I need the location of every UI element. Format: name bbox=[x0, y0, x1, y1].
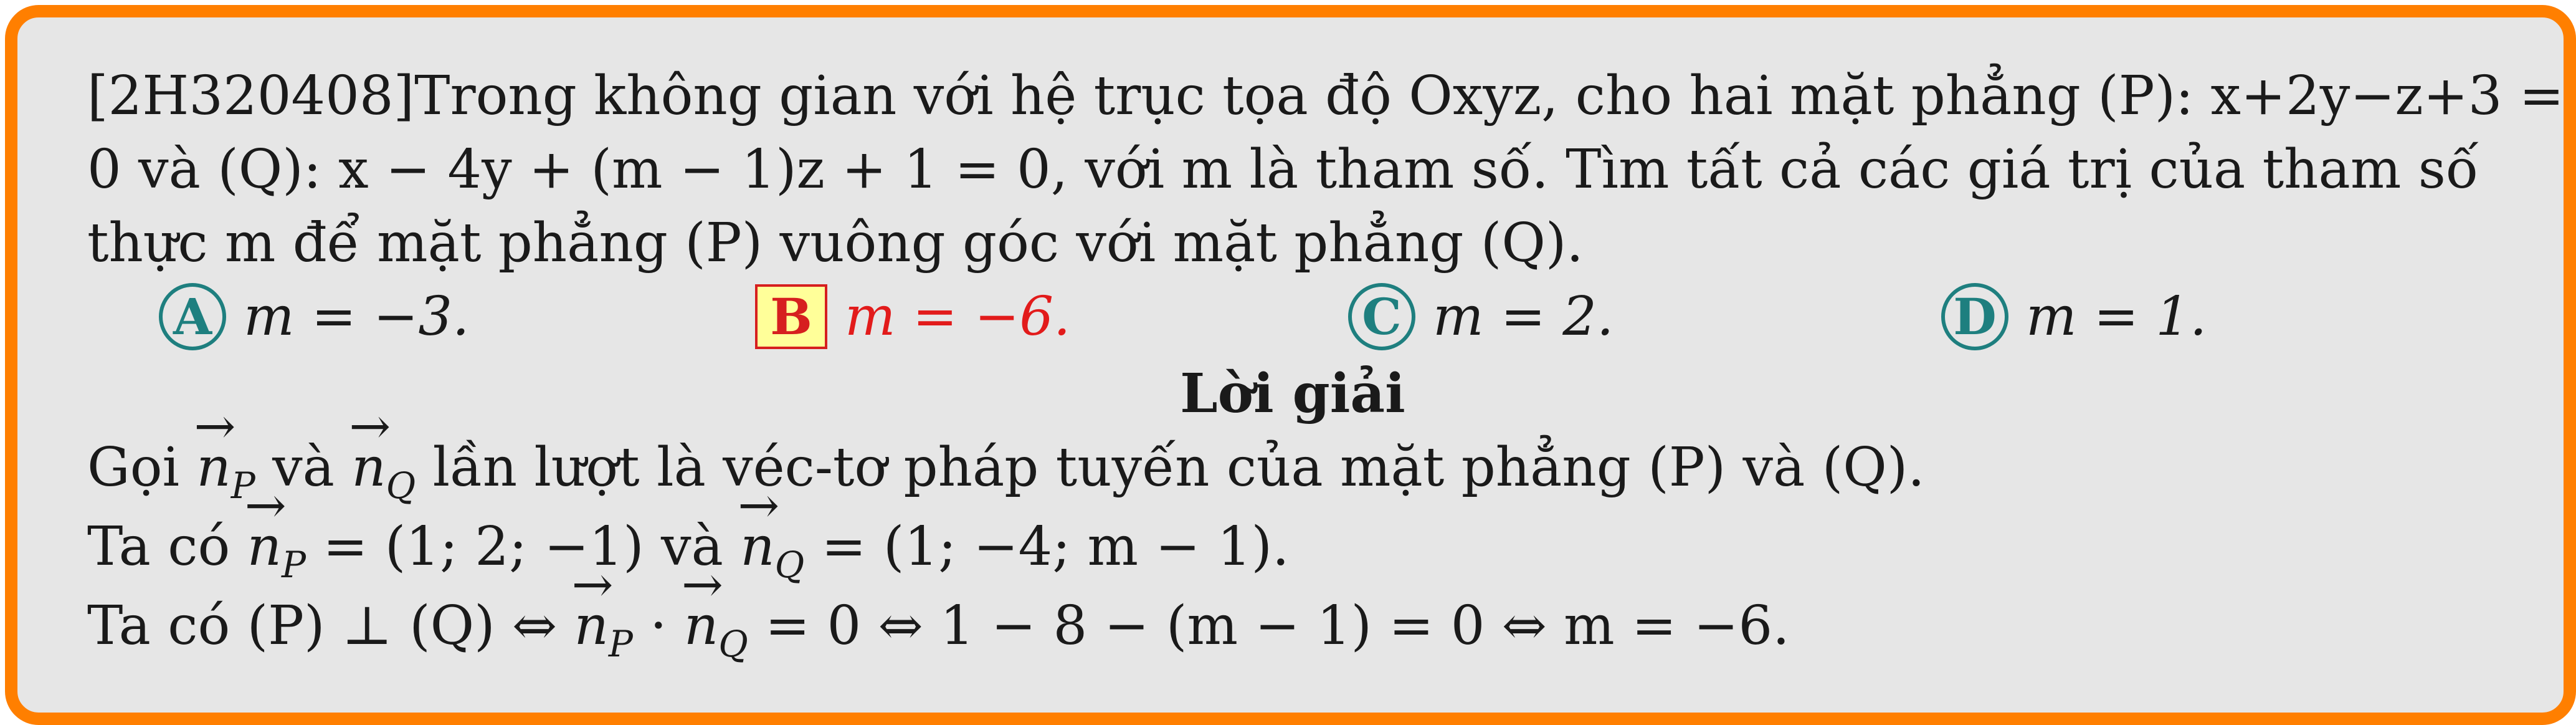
choice-d-badge: D bbox=[1941, 283, 2008, 350]
vector-n-icon: → n bbox=[196, 431, 231, 504]
question-line-1: [2H320408]Trong không gian với hệ trục tọa độ Oxyz, cho hai mặt phẳng (P): x+2y−z+3 = bbox=[87, 65, 2564, 127]
question-content bbox=[87, 59, 2564, 668]
solution-line-1: Gọi → $n_P$ và → $n_Q$ lần lượt là véc-tơ pháp tuyến của mặt phẳng (P) và (Q). bbox=[87, 431, 2498, 510]
vector-n-icon: → n bbox=[351, 431, 386, 504]
choice-a-text: m = −3. bbox=[244, 286, 470, 348]
choice-c-badge: C bbox=[1348, 283, 1415, 350]
choice-c[interactable] bbox=[1348, 280, 1614, 353]
choice-a[interactable] bbox=[159, 280, 469, 353]
choice-b[interactable] bbox=[755, 280, 1070, 353]
solution-heading: Lời giải bbox=[1180, 362, 1405, 425]
choice-b-text: m = −6. bbox=[845, 286, 1071, 348]
solution-line-3: Ta có (P) ⊥ (Q) ⇔ → $n_P$ · → $n_Q = 0$ ⇔ 1 − 8 − (m − 1) = 0 ⇔ m = −6. bbox=[87, 589, 2498, 668]
question-line-3: thực m để mặt phẳng (P) vuông góc với mặt phẳng (Q). bbox=[87, 212, 1584, 274]
choice-c-text: m = 2. bbox=[1433, 286, 1614, 348]
choice-d-text: m = 1. bbox=[2026, 286, 2207, 348]
vector-n-icon: → n bbox=[740, 510, 774, 583]
choice-a-badge: A bbox=[159, 283, 226, 350]
choices-row bbox=[87, 280, 2498, 355]
vector-n-icon: → n bbox=[684, 589, 718, 663]
question-line-2: 0 và (Q): x − 4y + (m − 1)z + 1 = 0, với m là tham số. Tìm tất cả các giá trị của tham số bbox=[87, 138, 2479, 201]
solution-line-2: Ta có → $n_P = (1$; 2; −1) và → $n_Q = (1$; −4; m − 1). bbox=[87, 510, 2498, 589]
choice-d[interactable] bbox=[1941, 280, 2207, 353]
choice-b-badge: B bbox=[755, 284, 827, 349]
vector-n-icon: → n bbox=[247, 510, 282, 583]
vector-n-icon: → n bbox=[574, 589, 608, 663]
